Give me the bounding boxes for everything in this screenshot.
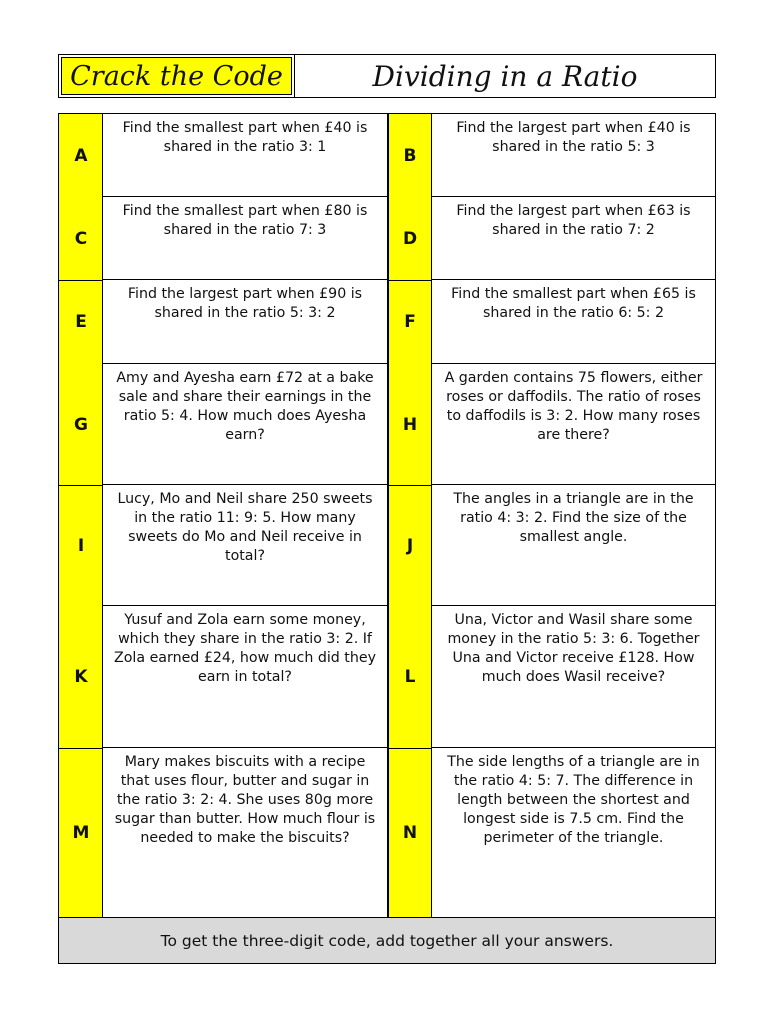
question-m	[103, 748, 387, 917]
question-e	[103, 280, 387, 364]
question-f	[432, 280, 715, 364]
question-c	[103, 197, 387, 280]
question-text: Find the largest part when £40 is shared in the ratio 5: 3	[456, 120, 691, 155]
question-d	[432, 197, 715, 280]
letter-a: A	[74, 145, 88, 166]
question-text: Yusuf and Zola earn some money, which they share in the ratio 3: 2. If Zola earned £24, how much did they earn in total?	[114, 612, 376, 685]
letter-j: J	[406, 535, 414, 556]
question-text: Find the smallest part when £80 is shared in the ratio 7: 3	[122, 203, 368, 238]
letter-g: G	[74, 414, 88, 435]
instructions-footer: To get the three-digit code, add together all your answers.	[59, 917, 715, 963]
question-n	[432, 748, 715, 917]
question-text: Find the smallest part when £65 is shared in the ratio 6: 5: 2	[451, 286, 696, 321]
badge-frame	[59, 55, 295, 97]
question-text: Lucy, Mo and Neil share 250 sweets in the ratio 11: 9: 5. How many sweets do Mo and Neil receive in total?	[117, 491, 373, 564]
question-text: Una, Victor and Wasil share some money in the ratio 5: 3: 6. Together Una and Victor receive £128. How much does Wasil receive?	[447, 612, 700, 685]
question-text: Find the largest part when £90 is shared in the ratio 5: 3: 2	[127, 286, 363, 321]
question-text: Find the largest part when £63 is shared in the ratio 7: 2	[456, 203, 691, 238]
question-grid	[58, 113, 716, 964]
question-text: Find the smallest part when £40 is shared in the ratio 3: 1	[122, 120, 368, 155]
question-k	[103, 606, 387, 748]
crack-the-code-badge: Crack the Code	[61, 57, 292, 95]
letter-d: D	[402, 228, 418, 249]
header	[58, 54, 716, 98]
question-l	[432, 606, 715, 748]
question-b	[432, 114, 715, 197]
letter-e: E	[75, 312, 87, 332]
question-a	[103, 114, 387, 197]
question-text: Amy and Ayesha earn £72 at a bake sale and share their earnings in the ratio 5: 4. How much does Ayesha earn?	[116, 370, 374, 443]
question-j	[432, 485, 715, 606]
letter-n: N	[402, 822, 418, 843]
letter-l: L	[404, 667, 416, 687]
letter-m: M	[72, 822, 90, 843]
letter-b: B	[403, 145, 417, 166]
question-i	[103, 485, 387, 606]
question-text: The angles in a triangle are in the ratio 4: 3: 2. Find the size of the smallest angle.	[453, 491, 694, 545]
worksheet-title: Dividing in a Ratio	[372, 59, 638, 93]
letter-i: I	[77, 535, 85, 556]
question-text: Mary makes biscuits with a recipe that uses flour, butter and sugar in the ratio 3: 2: 4. She uses 80g more sugar than butter. How much flour is needed to make the biscuits?	[114, 754, 376, 846]
letter-h: H	[402, 414, 418, 435]
letter-k: K	[74, 667, 88, 687]
letter-c: C	[74, 228, 88, 249]
question-g	[103, 364, 387, 485]
letter-f: F	[404, 312, 416, 332]
question-h	[432, 364, 715, 485]
question-text: A garden contains 75 flowers, either roses or daffodils. The ratio of roses to daffodils is 3: 2. How many roses are there?	[444, 370, 703, 443]
question-text: The side lengths of a triangle are in the ratio 4: 5: 7. The difference in length between the shortest and longest side is 7.5 cm. Find the perimeter of the triangle.	[447, 754, 700, 846]
